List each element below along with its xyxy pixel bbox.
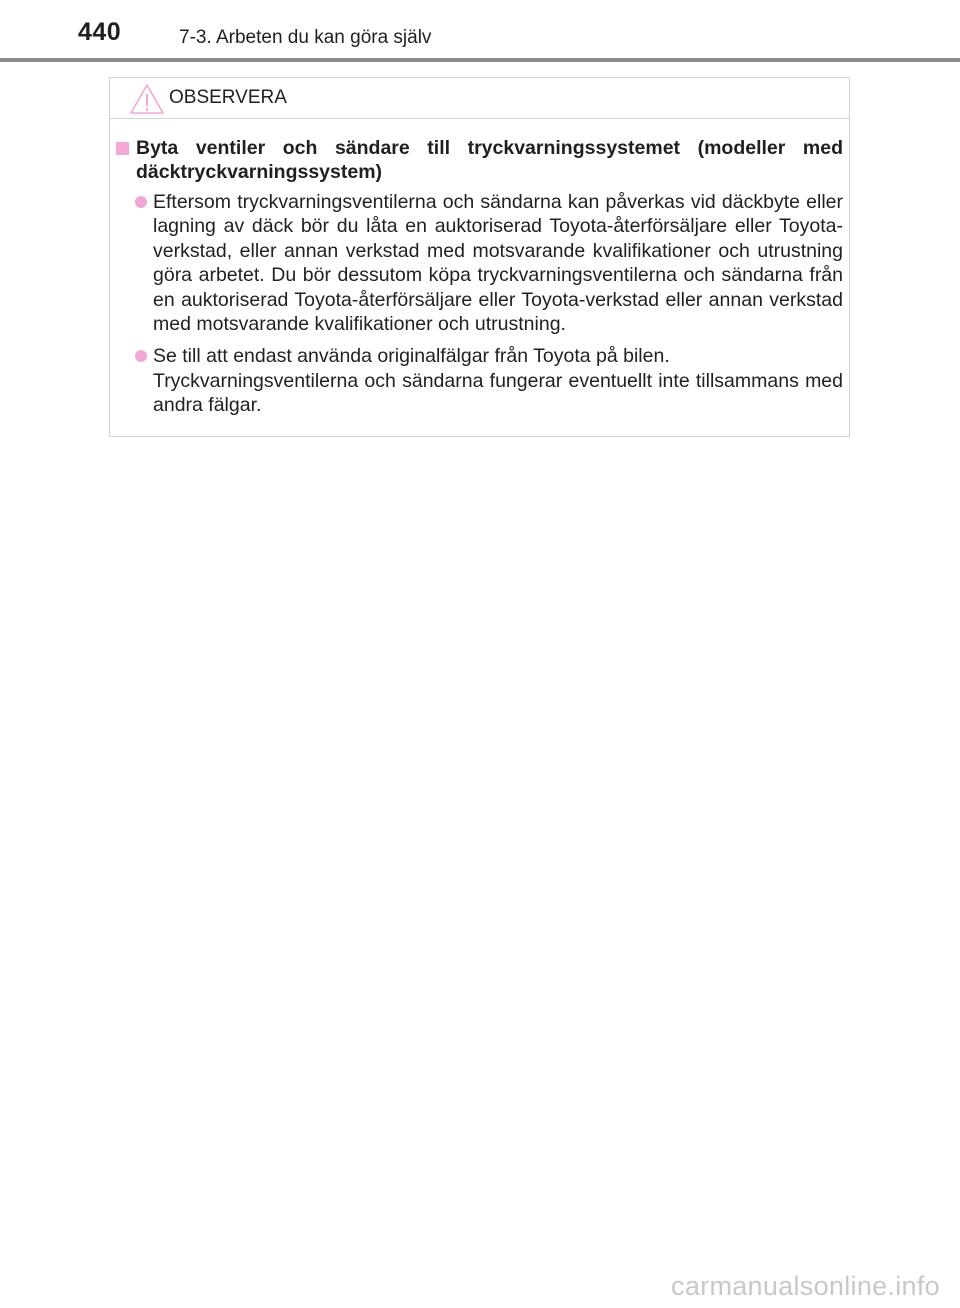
list-item-first-line: Se till att endast använda originalfälgar från Toyota på bilen. xyxy=(153,345,670,368)
page-number: 440 xyxy=(78,18,122,46)
list-item xyxy=(135,344,843,417)
caution-header xyxy=(110,78,849,119)
list-item-text-block xyxy=(153,344,843,417)
warning-triangle-icon xyxy=(129,83,165,115)
list-item-text: Eftersom tryckvarningsventilerna och sändarna kan påverkas vid däckbyte eller lagning av däck bör du låta en auktoriserad Toyota-återförsäljare eller Toyota-verkstad, eller annan verkstad med motsvarande kvalifikationer och utrustning göra arbetet. Du bör dessutom köpa tryckvarningsventilerna och sändarna från en auktoriserad Toyota-återförsäljare eller Toyota-verkstad eller annan verkstad med motsvarande kvalifikationer och utrustning. xyxy=(153,191,843,336)
list-item-text: Tryckvarningsventilerna och sändarna fungerar eventuellt inte tillsammans med andra fälgar. xyxy=(153,369,843,417)
round-bullet-icon xyxy=(135,196,147,208)
square-bullet-icon xyxy=(116,142,129,155)
caution-box xyxy=(109,77,850,437)
caution-section xyxy=(116,136,843,418)
chapter-title: 7-3. Arbeten du kan göra själv xyxy=(179,27,432,48)
header-divider xyxy=(0,58,960,62)
caution-label: OBSERVERA xyxy=(169,87,287,108)
round-bullet-icon xyxy=(135,350,147,362)
section-heading xyxy=(116,136,843,184)
watermark: carmanualsonline.info xyxy=(671,1271,940,1301)
page-header xyxy=(0,0,960,62)
section-title: Byta ventiler och sändare till tryckvarningssystemet (modeller med däcktryckvarningssystem) xyxy=(136,137,843,183)
list-item xyxy=(135,190,843,336)
